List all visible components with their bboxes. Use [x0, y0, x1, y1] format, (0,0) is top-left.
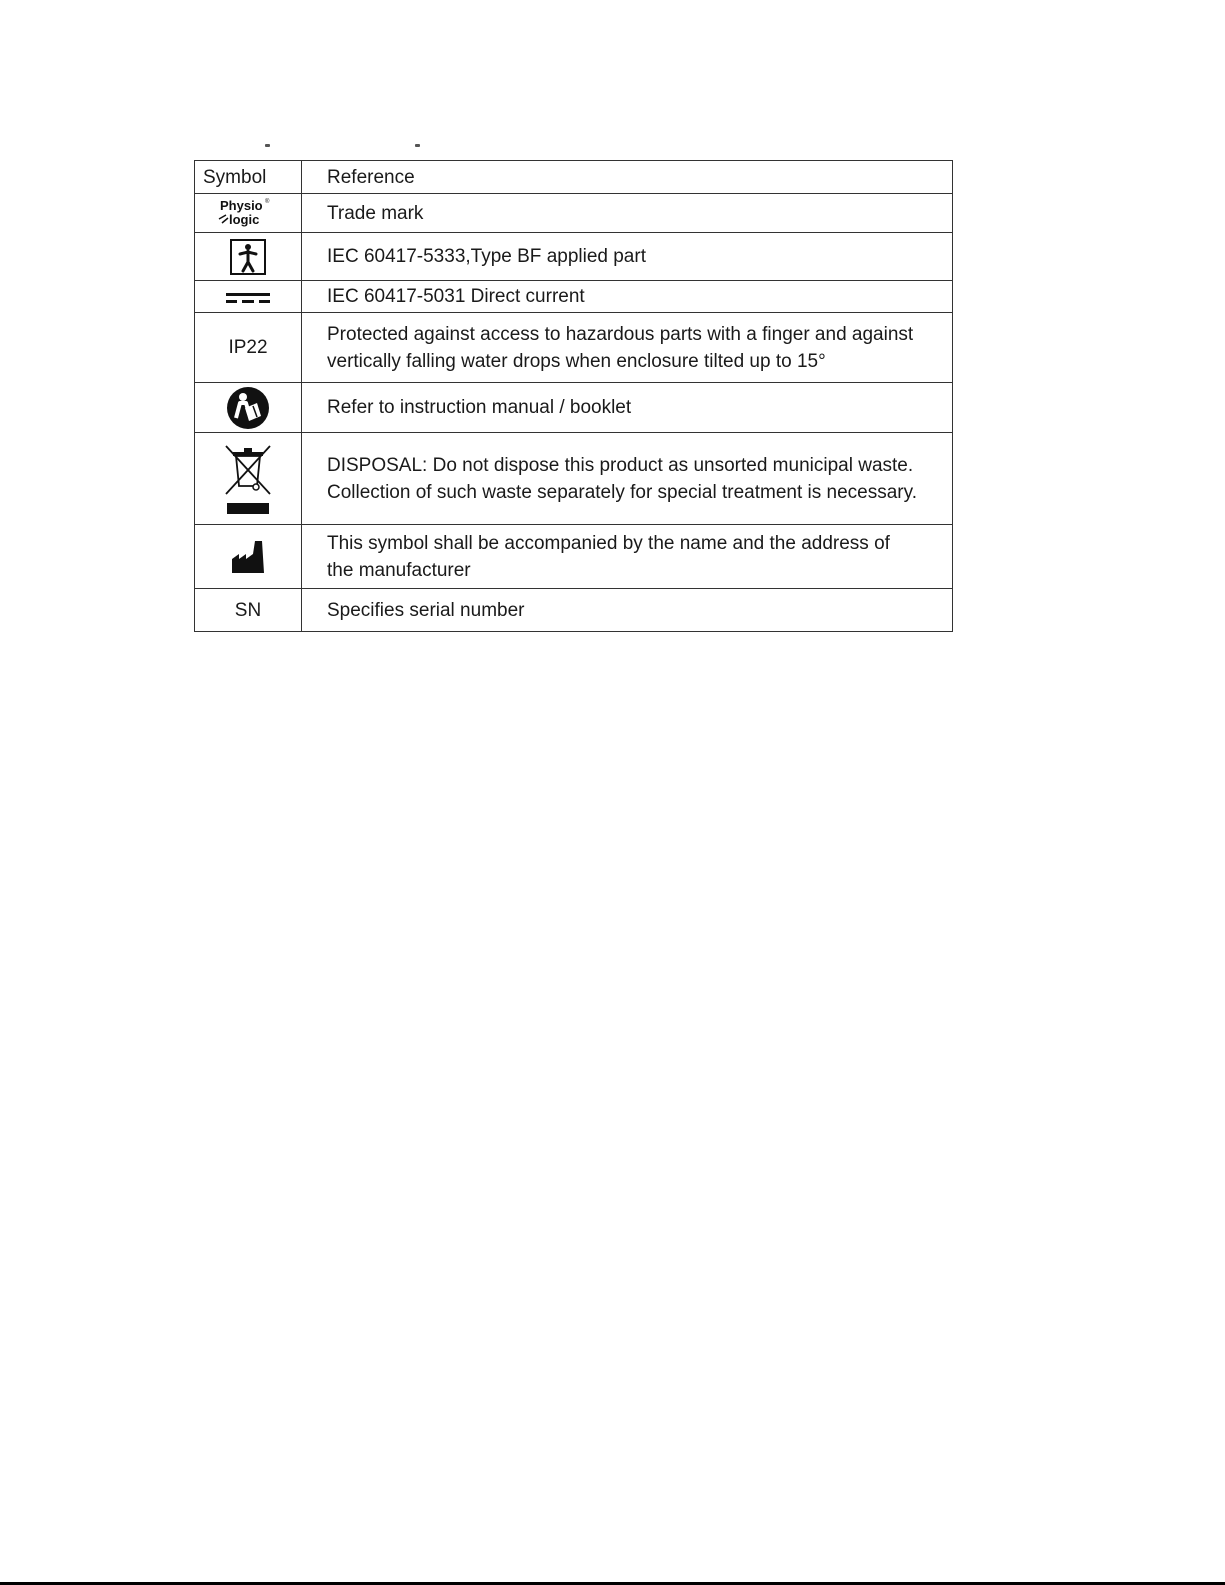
table-row: [195, 383, 953, 433]
type-bf-applied-part-icon: [229, 238, 267, 276]
table-header-row: [195, 161, 953, 194]
reference-cell: [302, 525, 953, 589]
crossed-out-wheelie-bin-icon: [222, 442, 274, 516]
instruction-manual-icon: [226, 386, 270, 430]
reference-cell: IEC 60417-5333,Type BF applied part: [302, 233, 953, 281]
svg-text:logic: logic: [229, 212, 260, 227]
ip-rating-label: IP22: [195, 313, 302, 383]
table-row: [195, 589, 953, 632]
reference-cell: [302, 313, 953, 383]
svg-text:Physio: Physio: [220, 198, 263, 213]
reference-line: Protected against access to hazardous parts with a finger and against: [327, 323, 914, 345]
direct-current-icon: [225, 290, 271, 304]
physiologic-logo: [217, 197, 279, 229]
scan-artifacts: [265, 144, 435, 150]
reference-cell: Refer to instruction manual / booklet: [302, 383, 953, 433]
header-reference: Reference: [302, 161, 953, 194]
reference-line: DISPOSAL: Do not dispose this product as unsorted municipal waste.: [327, 454, 914, 476]
symbol-cell: [195, 233, 302, 281]
table-row: [195, 433, 953, 525]
symbol-cell: [195, 433, 302, 525]
svg-text:®: ®: [265, 199, 270, 205]
table-row: [195, 194, 953, 233]
table-row: [195, 233, 953, 281]
reference-cell: Specifies serial number: [302, 589, 953, 632]
symbol-cell: [195, 281, 302, 313]
table-row: [195, 281, 953, 313]
symbol-cell: [195, 194, 302, 233]
header-symbol: Symbol: [195, 161, 302, 194]
reference-cell: Trade mark: [302, 194, 953, 233]
serial-number-label: SN: [195, 589, 302, 632]
reference-line: This symbol shall be accompanied by the name and the address of: [327, 532, 890, 554]
reference-line: Collection of such waste separately for special treatment is necessary.: [327, 481, 917, 503]
symbol-cell: [195, 525, 302, 589]
table-row: [195, 525, 953, 589]
reference-line: vertically falling water drops when enclosure tilted up to 15°: [327, 350, 826, 372]
reference-cell: [302, 433, 953, 525]
symbol-cell: [195, 383, 302, 433]
symbols-table: [194, 160, 953, 632]
manufacturer-factory-icon: [230, 539, 266, 575]
reference-line: the manufacturer: [327, 559, 471, 581]
reference-cell: IEC 60417-5031 Direct current: [302, 281, 953, 313]
table-row: [195, 313, 953, 383]
